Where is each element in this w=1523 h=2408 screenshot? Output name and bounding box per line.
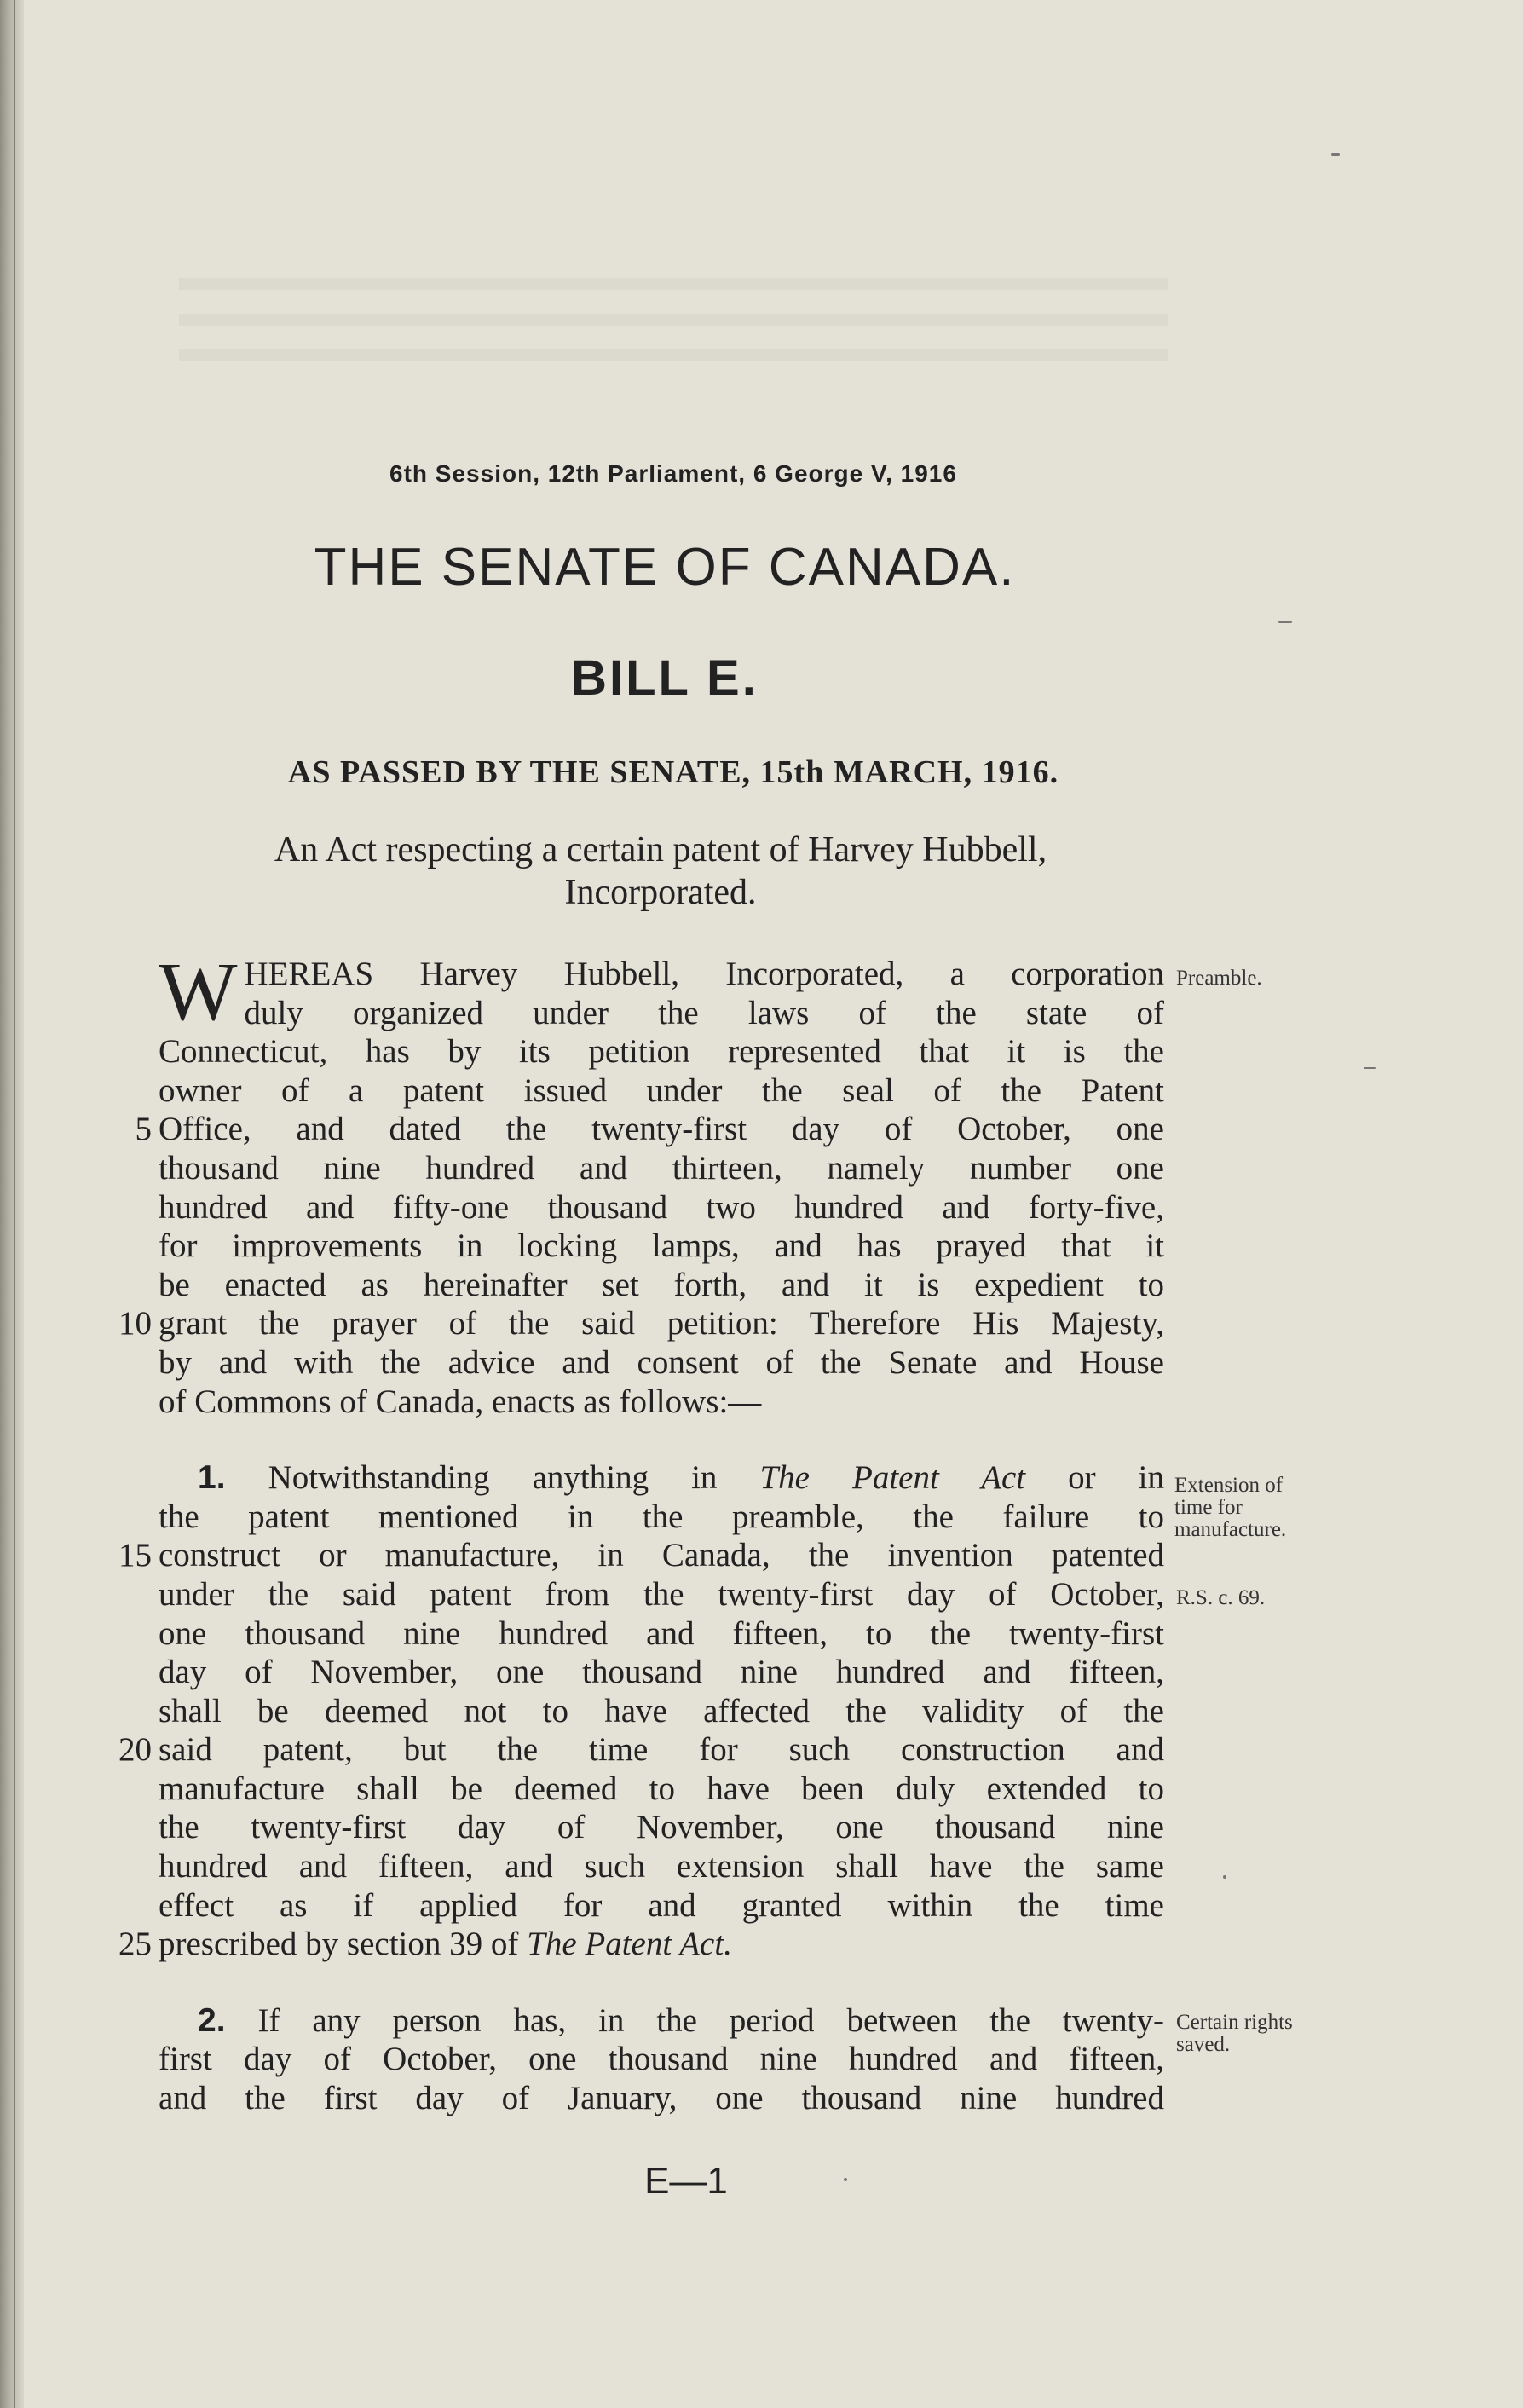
margin-note-line: manufacture. bbox=[1174, 1518, 1287, 1541]
text-line: shall be deemed not to have affected the validity of the bbox=[159, 1692, 1164, 1729]
senate-title: THE SENATE OF CANADA. bbox=[314, 538, 1016, 597]
bill-body bbox=[118, 946, 1164, 2118]
text-line-numbered bbox=[118, 1730, 1164, 1770]
text-line: duly organized under the laws of the state of bbox=[244, 994, 1164, 1031]
dropcap: W bbox=[159, 946, 238, 1038]
text-line: and the first day of January, one thousand nine hundred bbox=[159, 2080, 1164, 2117]
text-line: manufacture shall be deemed to have been duly extended to bbox=[159, 1770, 1164, 1807]
line-number: 10 bbox=[118, 1305, 152, 1343]
text-line: construct or manufacture, in Canada, the invention patented bbox=[159, 1537, 1164, 1574]
section-1 bbox=[118, 1458, 1164, 1964]
margin-note-rs: R.S. c. 69. bbox=[1176, 1586, 1266, 1609]
section-number: 1. bbox=[198, 1459, 226, 1497]
preamble-paragraph bbox=[118, 946, 1164, 1421]
line-number: 15 bbox=[118, 1537, 152, 1574]
line-number: 20 bbox=[118, 1731, 152, 1769]
session-line: 6th Session, 12th Parliament, 6 George V, 1916 bbox=[389, 460, 957, 487]
act-title bbox=[153, 829, 1168, 914]
text-line: thousand nine hundred and thirteen, namely number one bbox=[159, 1149, 1164, 1187]
text-line: be enacted as hereinafter set forth, and it is expedient to bbox=[159, 1266, 1164, 1303]
text-line: day of November, one thousand nine hundred and fifteen, bbox=[159, 1654, 1164, 1691]
bleed-through-area bbox=[179, 254, 1168, 382]
text-line: Connecticut, has by its petition represented that it is the bbox=[159, 1033, 1164, 1071]
text-span: Notwithstanding anything in bbox=[225, 1459, 760, 1497]
text-line: by and with the advice and consent of the Senate and House bbox=[159, 1343, 1164, 1381]
margin-note-extension bbox=[1174, 1475, 1345, 1541]
paper-speck bbox=[1223, 1875, 1226, 1879]
line-number: 25 bbox=[118, 1926, 152, 1963]
act-title-line: Incorporated. bbox=[564, 873, 757, 912]
text-line: the patent mentioned in the preamble, the failure to bbox=[159, 1498, 1164, 1535]
act-name: The Patent Act bbox=[759, 1459, 1026, 1497]
text-line: of Commons of Canada, enacts as follows:— bbox=[159, 1383, 762, 1420]
page-edge bbox=[0, 0, 24, 2408]
line-number: 5 bbox=[135, 1111, 152, 1148]
text-line: hundred and fifty-one thousand two hundred and forty-five, bbox=[159, 1188, 1164, 1226]
text-line-numbered bbox=[135, 1110, 1164, 1149]
text-span: If any person has, in the period between the twenty- bbox=[225, 2001, 1164, 2039]
text-line: hundred and fifteen, and such extension shall have the same bbox=[159, 1848, 1164, 1885]
text-line: owner of a patent issued under the seal of the Patent bbox=[159, 1071, 1164, 1109]
margin-note-line: Certain rights bbox=[1176, 2011, 1293, 2034]
text-span: or in bbox=[1025, 1459, 1164, 1497]
text-line-numbered bbox=[118, 1304, 1164, 1343]
paper-speck bbox=[1278, 621, 1292, 623]
text-line: said patent, but the time for such construction and bbox=[159, 1731, 1164, 1769]
passed-line: AS PASSED BY THE SENATE, 15th MARCH, 1916. bbox=[287, 754, 1059, 790]
text-line: Office, and dated the twenty-first day of October, one bbox=[159, 1111, 1164, 1148]
text-line: HEREAS Harvey Hubbell, Incorporated, a corporation bbox=[244, 956, 1164, 992]
text-line: effect as if applied for and granted within the time bbox=[159, 1886, 1164, 1924]
text-line-numbered bbox=[118, 1925, 1164, 1964]
margin-note-line: time for bbox=[1174, 1496, 1243, 1519]
text-line: first day of October, one thousand nine hundred and fifteen, bbox=[159, 2041, 1164, 2078]
margin-note-line: Extension of bbox=[1174, 1474, 1284, 1497]
section-2 bbox=[159, 2001, 1164, 2118]
text-line: one thousand nine hundred and fifteen, to the twenty-first bbox=[159, 1614, 1164, 1652]
text-line: for improvements in locking lamps, and has prayed that it bbox=[159, 1227, 1164, 1265]
margin-note-certain-rights bbox=[1176, 2012, 1364, 2056]
text-span: prescribed by section 39 of bbox=[159, 1926, 528, 1963]
paper-speck bbox=[844, 2178, 847, 2181]
margin-note-preamble: Preamble. bbox=[1176, 967, 1262, 990]
text-line bbox=[159, 1458, 1164, 1498]
bill-title: BILL E. bbox=[571, 650, 759, 706]
binding-line bbox=[14, 0, 15, 2408]
act-title-line: An Act respecting a certain patent of Harvey Hubbell, bbox=[274, 830, 1047, 869]
section-number: 2. bbox=[198, 2001, 226, 2039]
text-line: under the said patent from the twenty-first day of October, bbox=[159, 1575, 1164, 1613]
text-line-numbered bbox=[118, 1536, 1164, 1575]
text-line: grant the prayer of the said petition: Therefore His Majesty, bbox=[159, 1305, 1164, 1343]
text-line bbox=[159, 2001, 1164, 2041]
paper-speck bbox=[1331, 153, 1340, 156]
paper-speck bbox=[1364, 1067, 1376, 1069]
act-name: The Patent Act. bbox=[527, 1926, 732, 1963]
margin-note-line: saved. bbox=[1176, 2033, 1231, 2056]
page-footer: E—1 bbox=[644, 2160, 728, 2202]
text-line: the twenty-first day of November, one thousand nine bbox=[159, 1809, 1164, 1846]
